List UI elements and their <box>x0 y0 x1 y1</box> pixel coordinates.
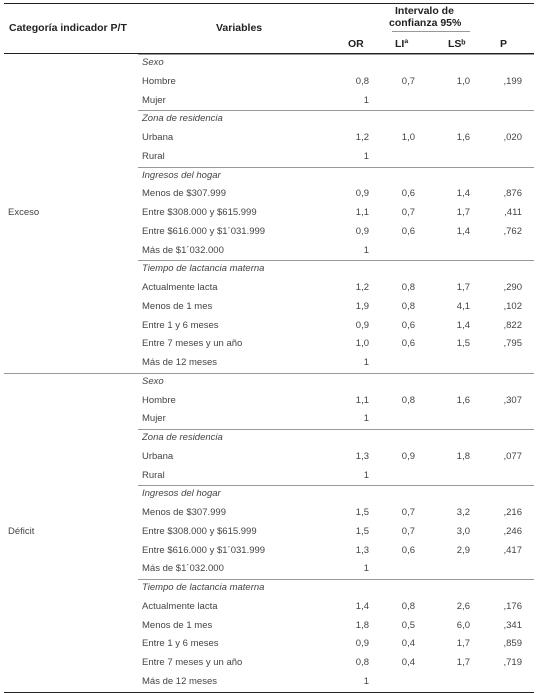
cell-ls: 4,1 <box>456 300 470 312</box>
row-label: Entre 1 y 6 meses <box>142 319 219 331</box>
header-variables: Variables <box>216 22 263 34</box>
cell-or: 1 <box>363 563 369 575</box>
cell-or: 1 <box>363 150 369 162</box>
cell-ls: 1,4 <box>456 319 470 331</box>
category-label: Déficit <box>8 526 35 538</box>
row-label: Rural <box>142 469 165 481</box>
cell-or: 1,5 <box>355 507 369 518</box>
section-heading: Ingresos del hogar <box>142 488 221 500</box>
header-or: OR <box>348 38 364 50</box>
cell-li: 0,6 <box>401 225 415 237</box>
section-heading: Sexo <box>142 57 164 68</box>
row-label: Entre 1 y 6 meses <box>142 638 219 650</box>
header-p: P <box>500 38 508 50</box>
cell-li: 0,7 <box>401 525 415 537</box>
section-rule <box>138 110 534 111</box>
cell-li: 0,6 <box>401 338 415 350</box>
cell-or: 0,9 <box>355 225 369 237</box>
cell-ls: 3,2 <box>456 507 470 518</box>
cell-li: 0,8 <box>401 600 415 612</box>
cell-p: ,876 <box>503 188 522 200</box>
row-label: Más de 12 meses <box>142 675 217 687</box>
cell-ls: 1,7 <box>456 657 470 668</box>
row-label: Hombre <box>142 75 176 87</box>
cell-p: ,199 <box>503 75 522 87</box>
cell-ls: 1,6 <box>456 132 470 143</box>
row-label: Menos de $307.999 <box>142 507 226 518</box>
cell-or: 1,1 <box>355 207 369 218</box>
row-label: Menos de 1 mes <box>142 619 213 631</box>
cell-p: ,246 <box>503 525 522 537</box>
row-label: Más de $1´032.000 <box>142 244 224 256</box>
section-heading: Tiempo de lactancia materna <box>142 582 265 593</box>
cell-li: 0,7 <box>401 75 415 87</box>
cell-ls: 1,7 <box>456 282 470 293</box>
cell-ls: 1,6 <box>456 394 470 406</box>
section-heading: Tiempo de lactancia materna <box>142 263 265 275</box>
cell-ls: 2,9 <box>456 544 470 556</box>
header-categoria: Categoría indicador P/T <box>9 22 127 34</box>
cell-ls: 1,8 <box>456 450 470 462</box>
cell-li: 0,5 <box>401 619 415 631</box>
section-rule <box>138 579 534 580</box>
cell-or: 0,9 <box>355 638 369 650</box>
cell-ls: 1,5 <box>456 338 470 350</box>
top-rule <box>4 3 534 4</box>
section-rule <box>138 485 534 486</box>
cell-ls: 1,7 <box>456 207 470 218</box>
cell-li: 0,8 <box>401 282 415 293</box>
cell-p: ,719 <box>503 657 522 668</box>
cell-or: 1 <box>363 94 369 106</box>
row-label: Entre $308.000 y $615.999 <box>142 525 257 537</box>
cell-p: ,341 <box>503 619 522 631</box>
cell-p: ,216 <box>503 507 522 518</box>
section-heading: Zona de residencia <box>142 432 223 443</box>
cell-li: 0,9 <box>401 450 415 462</box>
cell-p: ,020 <box>503 132 522 143</box>
row-label: Menos de 1 mes <box>142 300 213 312</box>
cell-li: 0,8 <box>401 394 415 406</box>
interval-rule <box>392 31 470 32</box>
cell-or: 1,8 <box>355 619 369 631</box>
cell-p: ,859 <box>503 638 522 650</box>
row-label: Hombre <box>142 394 176 406</box>
row-label: Mujer <box>142 413 166 425</box>
cell-or: 1,3 <box>355 544 369 556</box>
cell-li: 0,6 <box>401 544 415 556</box>
cell-p: ,307 <box>503 394 522 406</box>
cell-li: 0,8 <box>401 300 415 312</box>
row-label: Urbana <box>142 450 174 462</box>
cell-or: 1,1 <box>355 394 369 406</box>
cell-p: ,417 <box>503 544 522 556</box>
row-label: Más de 12 meses <box>142 357 217 368</box>
row-label: Mujer <box>142 94 166 106</box>
cell-or: 1,2 <box>355 282 369 293</box>
cell-or: 1,5 <box>355 525 369 537</box>
cell-or: 1 <box>363 675 369 687</box>
cell-or: 0,9 <box>355 188 369 200</box>
section-rule <box>138 260 534 261</box>
row-label: Entre 7 meses y un año <box>142 657 243 668</box>
section-rule <box>138 167 534 168</box>
cell-ls: 2,6 <box>456 600 470 612</box>
section-rule <box>138 54 534 55</box>
cell-p: ,176 <box>503 600 522 612</box>
cell-p: ,822 <box>503 319 522 331</box>
cell-li: 0,7 <box>401 207 415 218</box>
category-label: Exceso <box>8 207 40 219</box>
cell-or: 1 <box>363 244 369 256</box>
cell-or: 1,3 <box>355 450 369 462</box>
cell-or: 1 <box>363 413 369 425</box>
group-rule <box>4 692 534 693</box>
header-intervalo-line2: confianza 95% <box>389 17 462 29</box>
section-heading: Sexo <box>142 375 164 387</box>
header-li: LIª <box>395 38 409 50</box>
cell-or: 1 <box>363 357 369 368</box>
row-label: Más de $1´032.000 <box>142 563 224 575</box>
cell-p: ,795 <box>503 338 522 350</box>
cell-or: 0,9 <box>355 319 369 331</box>
cell-p: ,290 <box>503 282 522 293</box>
cell-li: 0,6 <box>401 319 415 331</box>
cell-or: 0,8 <box>355 657 369 668</box>
header-intervalo-line1: Intervalo de <box>395 5 454 17</box>
cell-or: 1,9 <box>355 300 369 312</box>
cell-li: 0,4 <box>401 638 415 650</box>
cell-p: ,077 <box>503 450 522 462</box>
row-label: Entre 7 meses y un año <box>142 338 243 350</box>
cell-or: 1,0 <box>355 338 369 350</box>
row-label: Actualmente lacta <box>142 600 218 612</box>
cell-ls: 3,0 <box>456 525 470 537</box>
cell-or: 1,4 <box>355 600 369 612</box>
section-rule <box>138 429 534 430</box>
cell-or: 0,8 <box>355 75 369 87</box>
cell-or: 1 <box>363 469 369 481</box>
row-label: Entre $308.000 y $615.999 <box>142 207 257 218</box>
cell-ls: 1,4 <box>456 188 470 200</box>
cell-ls: 1,0 <box>456 75 470 87</box>
cell-li: 1,0 <box>401 132 415 143</box>
cell-li: 0,6 <box>401 188 415 200</box>
section-heading: Zona de residencia <box>142 113 223 125</box>
cell-ls: 1,4 <box>456 225 470 237</box>
section-heading: Ingresos del hogar <box>142 169 221 181</box>
section-rule <box>138 373 534 374</box>
cell-p: ,411 <box>504 207 522 218</box>
cell-ls: 1,7 <box>456 638 470 650</box>
cell-p: ,762 <box>503 225 522 237</box>
row-label: Urbana <box>142 132 174 143</box>
row-label: Rural <box>142 150 165 162</box>
row-label: Actualmente lacta <box>142 282 218 293</box>
row-label: Entre $616.000 y $1´031.999 <box>142 544 266 556</box>
cell-ls: 6,0 <box>456 619 470 631</box>
cell-li: 0,4 <box>401 657 415 668</box>
cell-or: 1,2 <box>355 132 369 143</box>
header-ls: LSᵇ <box>448 38 466 50</box>
row-label: Entre $616.000 y $1´031.999 <box>142 225 266 237</box>
cell-li: 0,7 <box>401 507 415 518</box>
row-label: Menos de $307.999 <box>142 188 226 200</box>
cell-p: ,102 <box>503 300 522 312</box>
